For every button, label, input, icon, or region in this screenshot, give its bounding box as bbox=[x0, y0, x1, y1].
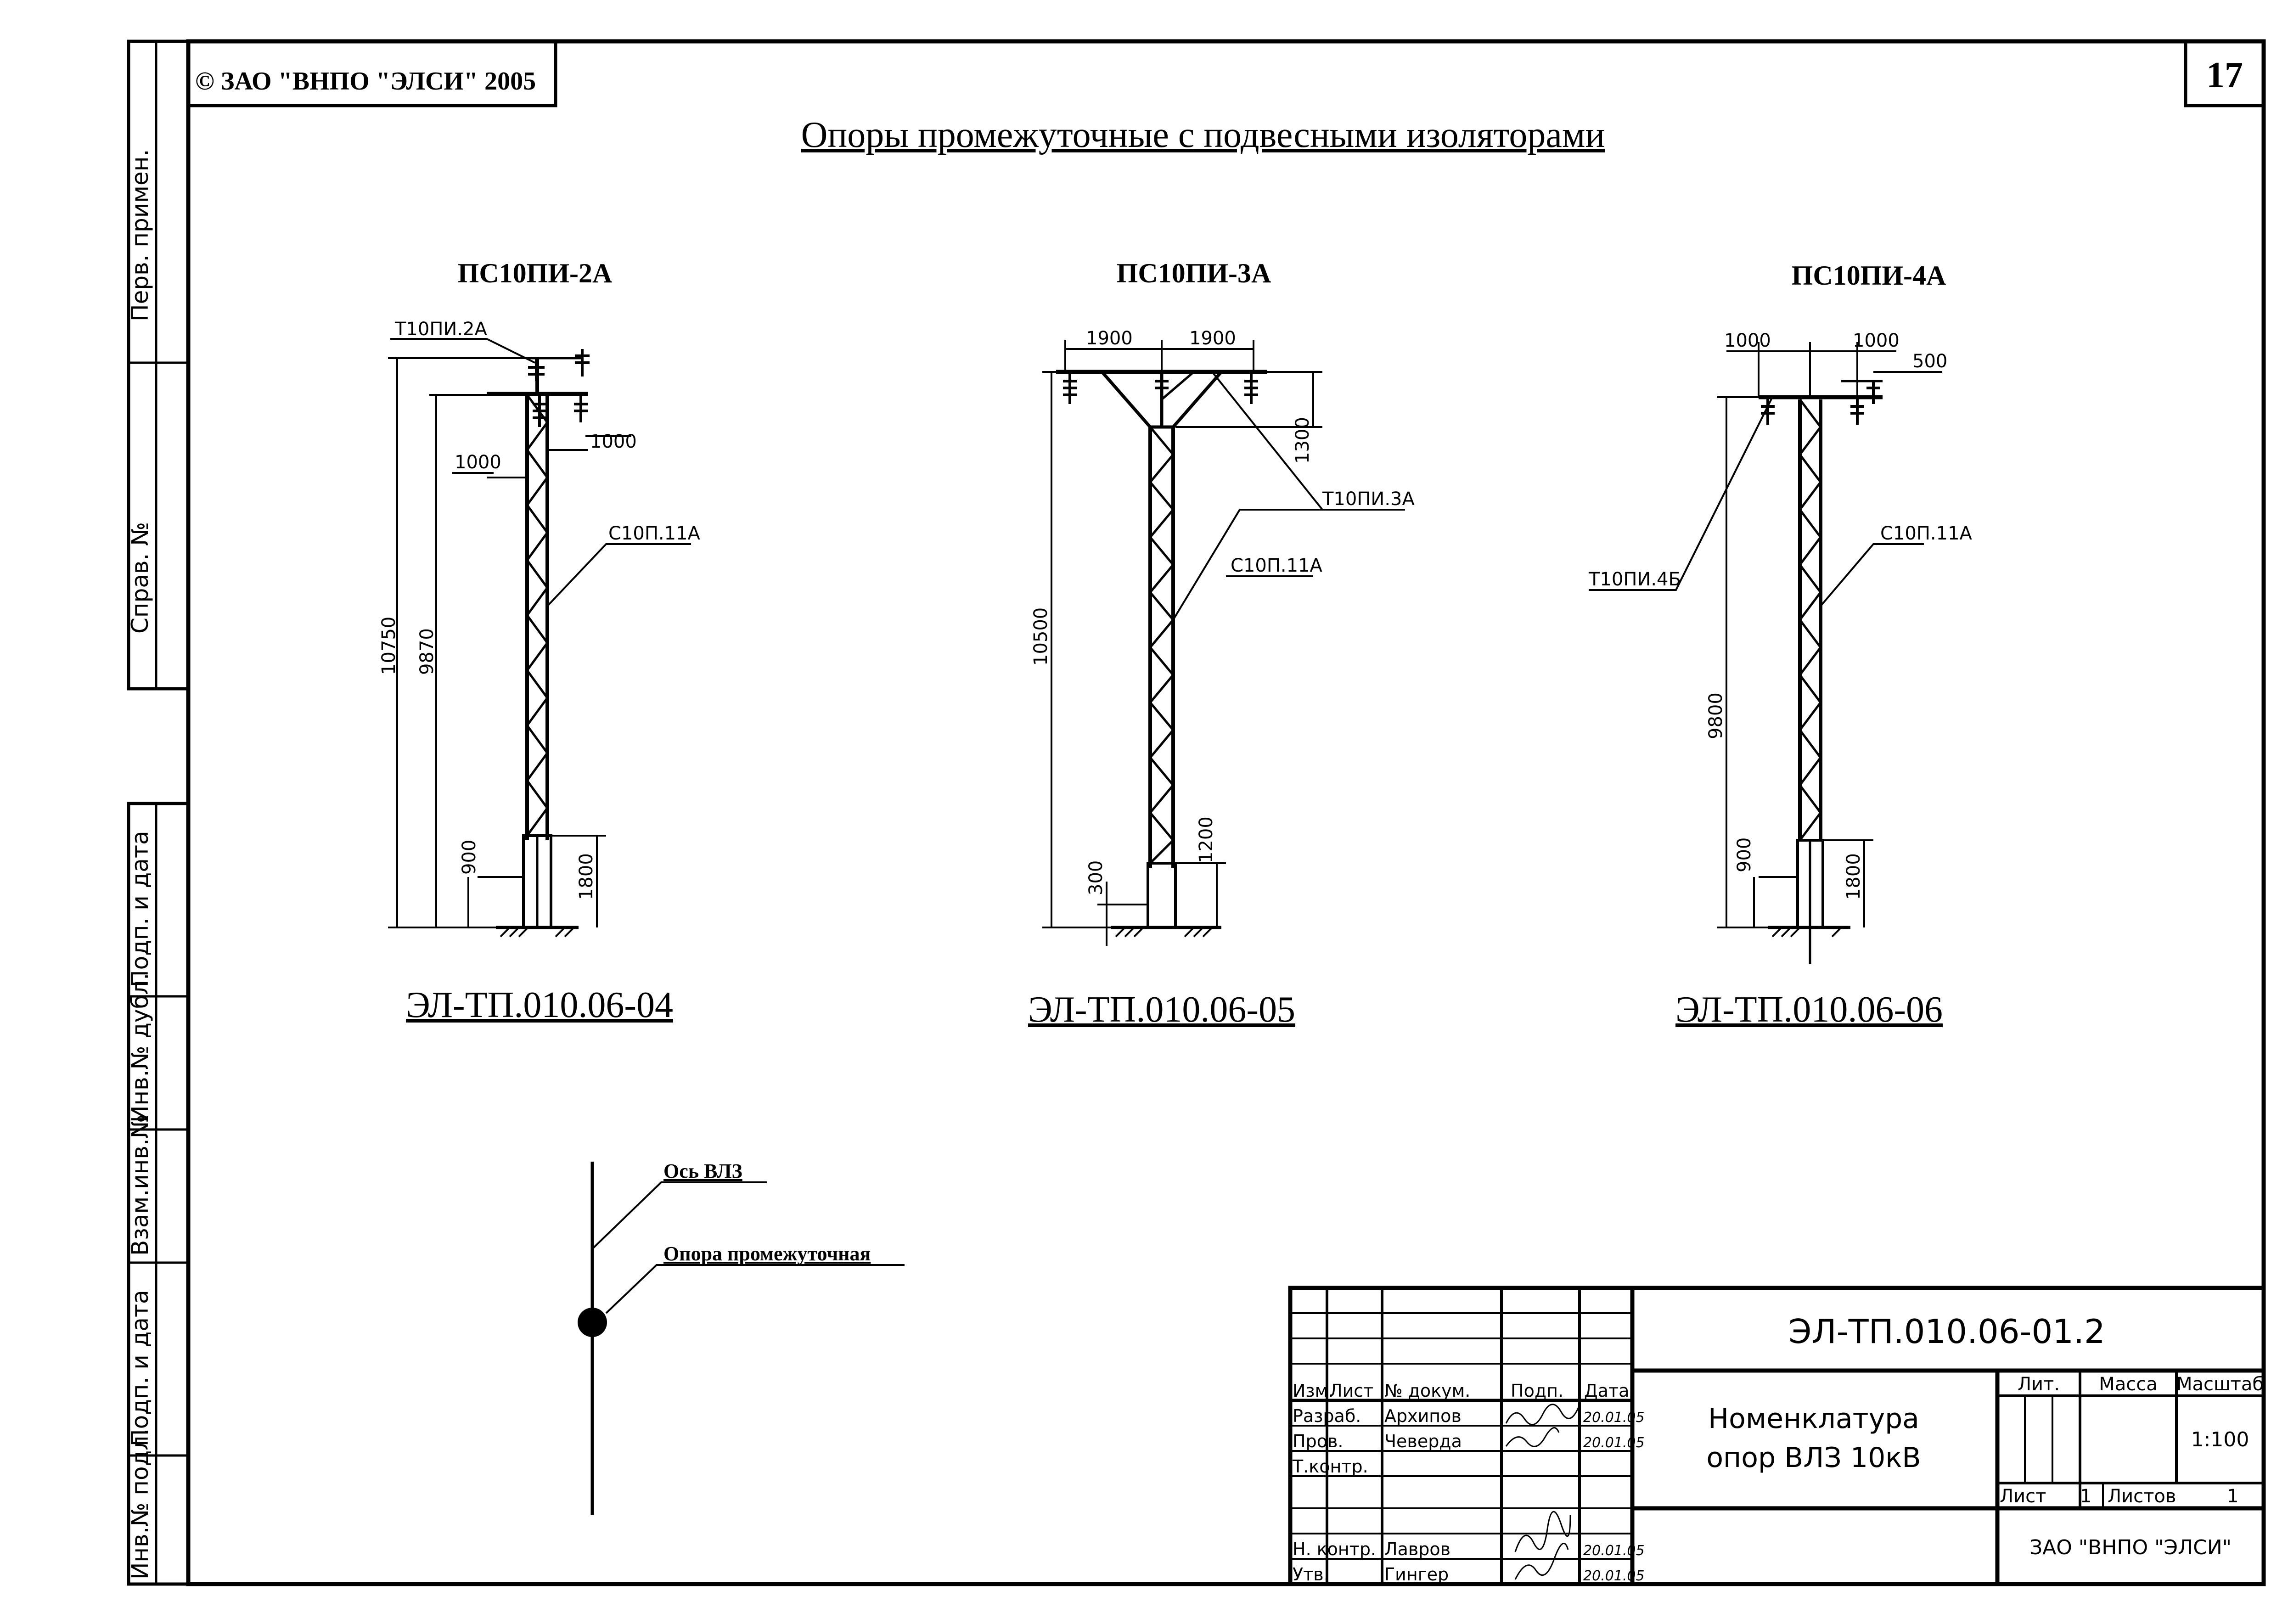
pole-2-dim-left-arm: 1900 bbox=[1086, 328, 1133, 349]
side-label-podp-data-2: Подп. и дата bbox=[127, 1290, 153, 1446]
row-name-utv: Гингер bbox=[1384, 1564, 1449, 1585]
pole-2-dim-rise: 1300 bbox=[1292, 417, 1313, 464]
pole-3-code: ЭЛ-ТП.010.06-06 bbox=[1675, 989, 1943, 1030]
hdr-izm: Изм. bbox=[1293, 1381, 1334, 1401]
pole-1-dim-right-arm: 1000 bbox=[590, 431, 637, 452]
side-label-podp-data-1: Подп. и дата bbox=[127, 831, 153, 987]
page-title: Опоры промежуточные с подвесными изоляторами bbox=[801, 115, 1605, 155]
pole-2-lattice bbox=[1150, 427, 1173, 863]
legend-pole-marker bbox=[578, 1308, 607, 1337]
pole-3-dim-foot-left: 900 bbox=[1734, 837, 1755, 872]
pole-3-dim-total: 9800 bbox=[1705, 692, 1726, 739]
pole-3-dim-offset: 500 bbox=[1912, 351, 1948, 372]
signatures bbox=[1506, 1405, 1580, 1579]
pole-3-name: ПС10ПИ-4А bbox=[1791, 260, 1946, 291]
scale-value: 1:100 bbox=[2191, 1428, 2249, 1451]
pole-1-name: ПС10ПИ-2А bbox=[457, 258, 613, 288]
pole-2-stand-label: С10П.11А bbox=[1231, 555, 1322, 576]
doc-code: ЭЛ-ТП.010.06-01.2 bbox=[1788, 1312, 2105, 1351]
pole-1-dim-total: 10750 bbox=[378, 616, 399, 675]
pole-1-lattice bbox=[527, 395, 547, 836]
list-value: 1 bbox=[2080, 1486, 2092, 1507]
list-label: Лист bbox=[2000, 1486, 2046, 1507]
pole-1-drawing bbox=[378, 258, 701, 1025]
hdr-list: Лист bbox=[1329, 1381, 1374, 1401]
pole-3-drawing bbox=[1588, 260, 1973, 1030]
legend-axis-label: Ось ВЛЗ bbox=[663, 1160, 742, 1182]
row-date-nkontr: 20.01.05 bbox=[1583, 1543, 1645, 1559]
pole-1-dim-foot-left: 900 bbox=[459, 839, 480, 875]
side-label-perv-primen: Перв. примен. bbox=[127, 149, 153, 321]
pole-1-dim-to-traverse: 9870 bbox=[416, 628, 438, 675]
row-role-razrab: Разраб. bbox=[1293, 1406, 1361, 1426]
side-label-inv-dubl: Инв.№ дубл. bbox=[127, 972, 153, 1123]
row-name-prov: Чеверда bbox=[1384, 1431, 1462, 1451]
pole-3-dim-left-arm: 1000 bbox=[1724, 330, 1771, 351]
row-date-razrab: 20.01.05 bbox=[1583, 1410, 1645, 1426]
row-date-prov: 20.01.05 bbox=[1583, 1435, 1645, 1451]
pole-2-code: ЭЛ-ТП.010.06-05 bbox=[1028, 989, 1295, 1030]
lit-label: Лит. bbox=[2017, 1374, 2060, 1395]
pole-3-stand-label: С10П.11А bbox=[1880, 523, 1972, 544]
listov-label: Листов bbox=[2108, 1486, 2176, 1507]
side-label-vzam-inv: Взам.инв.№ bbox=[127, 1114, 153, 1256]
pole-3-dim-right-arm: 1000 bbox=[1853, 330, 1900, 351]
row-role-nkontr: Н. контр. bbox=[1293, 1539, 1377, 1559]
masshtab-label: Масштаб bbox=[2176, 1374, 2264, 1395]
legend-pole-label: Опора промежуточная bbox=[663, 1242, 871, 1265]
pole-1-stand-label: С10П.11А bbox=[608, 523, 700, 544]
listov-value: 1 bbox=[2227, 1486, 2239, 1507]
hdr-podp: Подп. bbox=[1511, 1381, 1564, 1401]
pole-3-traverse-label: Т10ПИ.4Б bbox=[1589, 569, 1681, 590]
hdr-data: Дата bbox=[1584, 1381, 1630, 1401]
massa-label: Масса bbox=[2099, 1374, 2158, 1395]
pole-3-dim-foot-right: 1800 bbox=[1843, 853, 1864, 900]
pole-2-dim-total: 10500 bbox=[1030, 607, 1051, 666]
doc-name-line1: Номенклатура bbox=[1708, 1403, 1919, 1435]
legend bbox=[578, 1160, 905, 1515]
pole-2-dim-foot-right: 1200 bbox=[1196, 816, 1217, 863]
organization: ЗАО "ВНПО "ЭЛСИ" bbox=[2029, 1536, 2232, 1559]
side-label-sprav-no: Справ. № bbox=[127, 522, 153, 634]
pole-2-dim-foot-left: 300 bbox=[1085, 860, 1107, 895]
pole-1-dim-left-arm: 1000 bbox=[455, 452, 501, 473]
pole-2-name: ПС10ПИ-3А bbox=[1116, 258, 1271, 288]
sheet-number: 17 bbox=[2206, 55, 2243, 96]
copyright: © ЗАО "ВНПО "ЭЛСИ" 2005 bbox=[195, 67, 536, 96]
pole-2-drawing bbox=[1028, 258, 1415, 1030]
hdr-no-dokum: № докум. bbox=[1384, 1381, 1471, 1401]
row-role-prov: Пров. bbox=[1293, 1431, 1344, 1451]
row-date-utv: 20.01.05 bbox=[1583, 1568, 1645, 1584]
pole-1-traverse-label: Т10ПИ.2А bbox=[395, 319, 487, 340]
row-role-tkontr: Т.контр. bbox=[1293, 1456, 1368, 1477]
pole-1-code: ЭЛ-ТП.010.06-04 bbox=[406, 985, 673, 1025]
pole-2-traverse-label: Т10ПИ.3А bbox=[1322, 489, 1415, 510]
side-label-inv-podl: Инв.№ подл. bbox=[127, 1428, 153, 1579]
row-name-razrab: Архипов bbox=[1384, 1406, 1462, 1426]
row-role-utv: Утв. bbox=[1293, 1564, 1329, 1585]
doc-name-line2: опор ВЛЗ 10кВ bbox=[1706, 1442, 1921, 1474]
title-block bbox=[1290, 1288, 2264, 1585]
row-name-nkontr: Лавров bbox=[1384, 1539, 1451, 1559]
pole-1-dim-foot-right: 1800 bbox=[576, 853, 597, 900]
pole-2-dim-right-arm: 1900 bbox=[1189, 328, 1236, 349]
